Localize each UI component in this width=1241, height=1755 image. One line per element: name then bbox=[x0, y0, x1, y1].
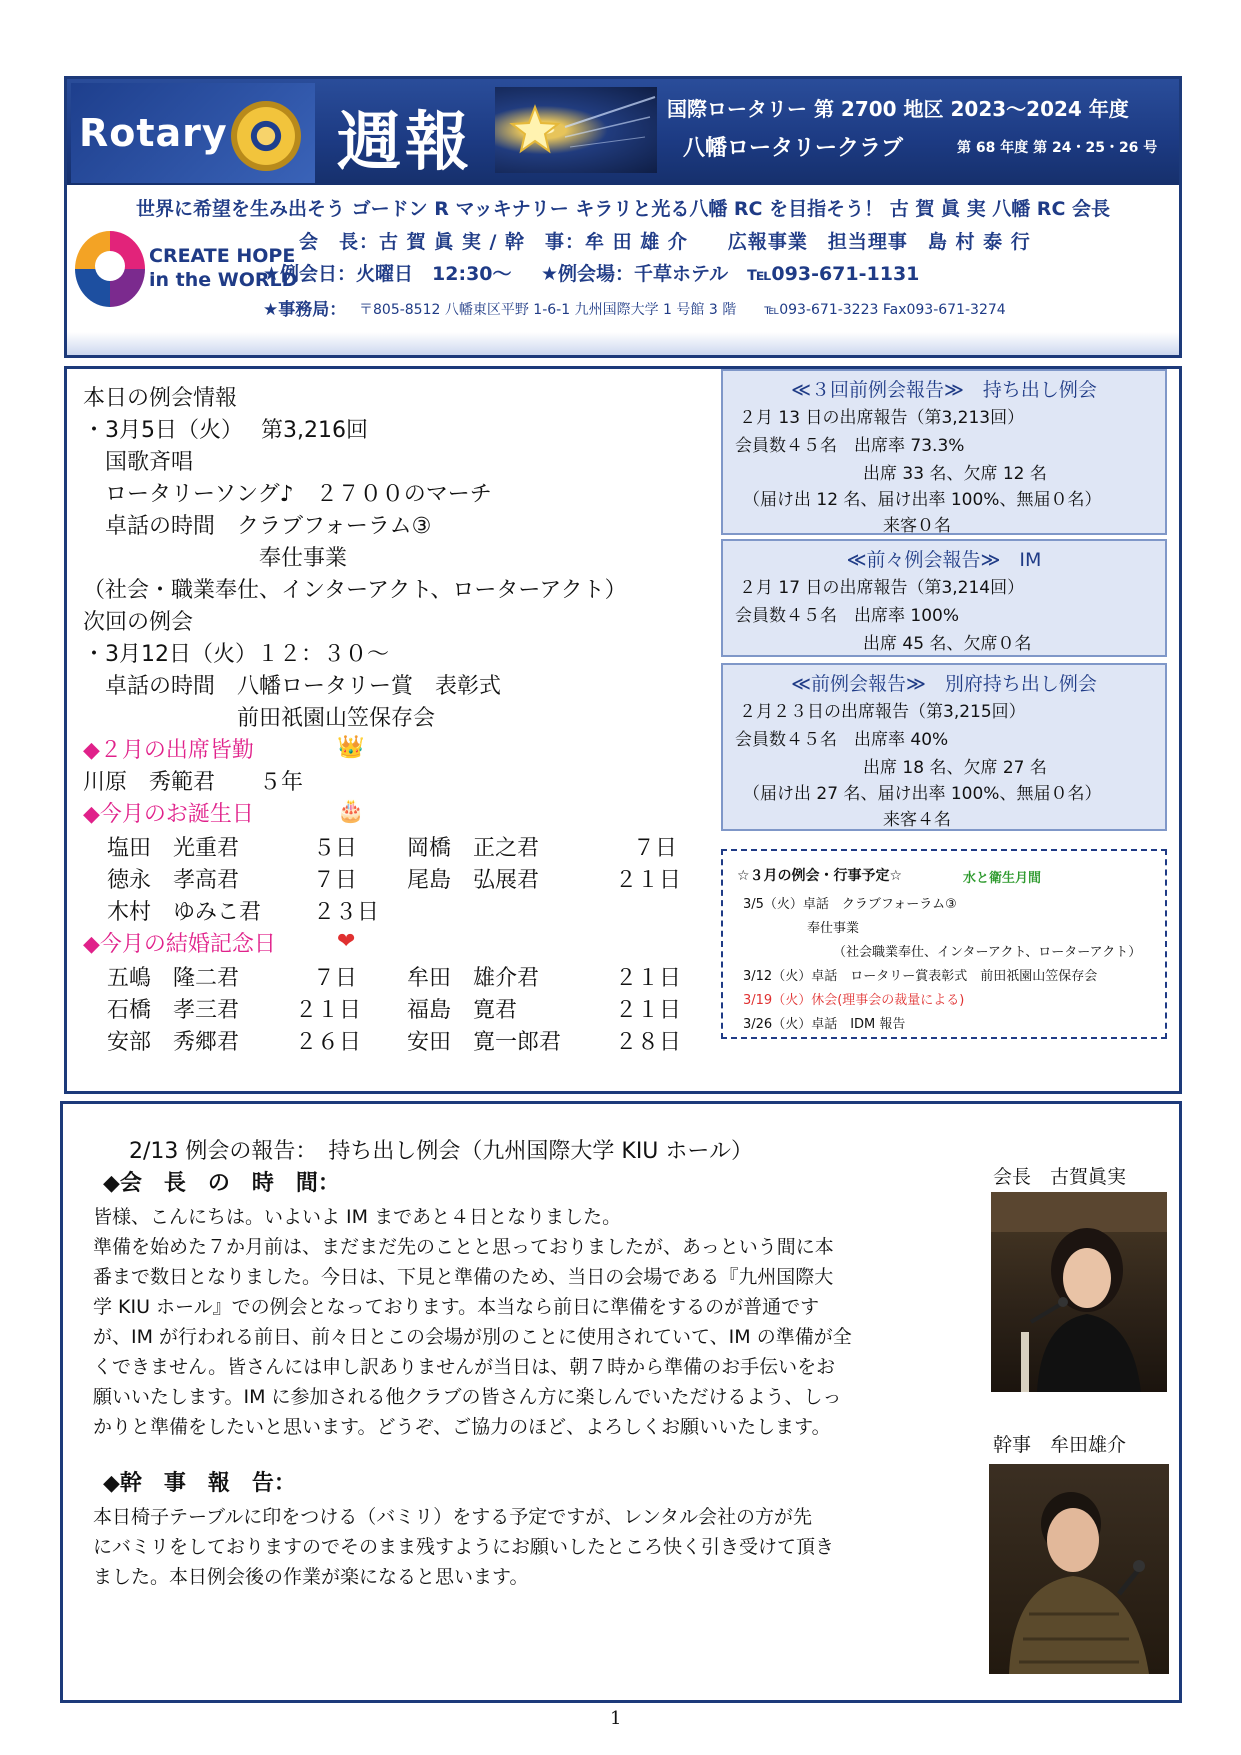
report-line: （届け出 12 名、届け出率 100%、無届０名） bbox=[743, 490, 1102, 510]
next-date: ・3月12日（火）１２：３０〜 bbox=[83, 642, 389, 667]
birthday-day: ７日 bbox=[313, 868, 358, 893]
birthday-name: 徳永 孝高君 bbox=[107, 868, 240, 893]
birthday-name: 木村 ゆみこ君 bbox=[107, 900, 262, 925]
header-banner bbox=[67, 79, 1179, 185]
crown-icon: 👑 bbox=[337, 735, 365, 760]
report-line: 来客４名 bbox=[883, 810, 951, 830]
report-line: 来客０名 bbox=[883, 516, 951, 536]
meeting-place: ★例会場：千草ホテル ℡093-671-1131 bbox=[541, 263, 920, 285]
today-song: ロータリーソング♪ ２７００のマーチ bbox=[83, 482, 492, 507]
president-text-line: 準備を始めた７か月前は、まだまだ先のことと思っておりましたが、あっという間に本 bbox=[93, 1236, 834, 1258]
anniversary-day: ２１日 bbox=[295, 998, 362, 1023]
anniversary-day: ２８日 bbox=[615, 1030, 682, 1055]
in-the-world-text: in the WORLD bbox=[149, 269, 298, 291]
report-line: 会員数４５名 出席率 40% bbox=[735, 730, 949, 750]
secretary-heading: ◆幹 事 報 告： bbox=[103, 1471, 296, 1496]
next-talk-guest: 前田祇園山笠保存会 bbox=[83, 706, 436, 731]
district-line: 国際ロータリー 第 2700 地区 2023〜2024 年度 bbox=[667, 97, 1129, 121]
report-line: ２月 17 日の出席報告（第3,214回） bbox=[739, 578, 1025, 598]
page-number: 1 bbox=[610, 1708, 622, 1729]
anniversary-name: 五嶋 隆二君 bbox=[107, 966, 240, 991]
office-label: ★事務局： bbox=[263, 300, 347, 320]
report-box-3-meetings-ago bbox=[721, 369, 1167, 535]
president-text-line: 願いいたします。IM に参加される他クラブの皆さん方に楽しんでいただけるよう、しっ bbox=[93, 1386, 842, 1408]
meeting-report-section bbox=[60, 1101, 1182, 1703]
birthday-day: ２１日 bbox=[615, 868, 682, 893]
anniversary-name: 福島 寛君 bbox=[407, 998, 518, 1023]
secretary-text-line: にバミリをしておりますのでそのまま残すようにお願いしたところ快く引き受けて頂き bbox=[93, 1536, 835, 1558]
report-line: ２月 13 日の出席報告（第3,213回） bbox=[739, 408, 1025, 428]
issue-number: 第 68 年度 第 24・25・26 号 bbox=[957, 140, 1158, 156]
report-box-last-meeting bbox=[721, 663, 1167, 831]
schedule-item: 3/26（火）卓話 IDM 報告 bbox=[743, 1017, 906, 1032]
anniversary-day: ２１日 bbox=[615, 966, 682, 991]
today-talk: 卓話の時間 クラブフォーラム③ bbox=[83, 514, 432, 539]
birthday-day: ２３日 bbox=[313, 900, 380, 925]
birthday-heading: ◆今月のお誕生日 bbox=[83, 802, 254, 827]
schedule-month-theme: 水と衛生月間 bbox=[963, 871, 1042, 886]
today-anthem: 国歌斉唱 bbox=[83, 450, 194, 475]
birthday-name: 塩田 光重君 bbox=[107, 836, 240, 861]
officers-line: 会 長：古 賀 眞 実 / 幹 事：牟 田 雄 介 広報事業 担当理事 島 村 泰 行 bbox=[299, 231, 1031, 253]
anniversary-name: 安部 秀郷君 bbox=[107, 1030, 240, 1055]
meeting-day: ★例会日：火曜日 12:30〜 bbox=[263, 263, 512, 285]
president-photo bbox=[991, 1192, 1167, 1392]
attendance-award-entry: 川原 秀範君 ５年 bbox=[83, 770, 304, 795]
today-talk-detail: （社会・職業奉仕、インターアクト、ローターアクト） bbox=[83, 578, 627, 603]
report-title: ≪前々例会報告≫ IM bbox=[846, 549, 1042, 571]
attendance-award-heading: ◆２月の出席皆勤 bbox=[83, 738, 254, 763]
header-bottom-band bbox=[67, 332, 1179, 355]
president-text-line: 皆様、こんにちは。いよいよ IM まであと４日となりました。 bbox=[93, 1206, 622, 1228]
march-schedule bbox=[721, 849, 1167, 1039]
newsletter-header bbox=[64, 76, 1182, 358]
anniversary-day: ２６日 bbox=[295, 1030, 362, 1055]
club-name: 八幡ロータリークラブ bbox=[683, 136, 904, 161]
today-talk-topic: 奉仕事業 bbox=[83, 546, 348, 571]
secretary-caption: 幹事 牟田雄介 bbox=[993, 1434, 1127, 1456]
anniversary-day: ７日 bbox=[313, 966, 358, 991]
president-caption: 会長 古賀眞実 bbox=[993, 1166, 1127, 1188]
secretary-text-line: 本日椅子テーブルに印をつける（バミリ）をする予定ですが、レンタル会社の方が先 bbox=[93, 1506, 813, 1528]
secretary-photo bbox=[989, 1464, 1169, 1674]
president-text-line: 学 KIU ホール』での例会となっております。本当なら前日に準備をするのが普通です bbox=[93, 1296, 820, 1318]
meeting-info-section bbox=[64, 366, 1182, 1094]
anniversary-heading: ◆今月の結婚記念日 bbox=[83, 932, 276, 957]
secretary-text-line: ました。本日例会後の作業が楽になると思います。 bbox=[93, 1566, 529, 1588]
office-address: 〒805-8512 八幡東区平野 1-6-1 九州国際大学 1 号館 3 階 ℡093-671-3223 Fax093-671-3274 bbox=[359, 302, 1006, 318]
report-title: ≪前例会報告≫ 別府持ち出し例会 bbox=[791, 673, 1097, 695]
birthday-name: 尾島 弘展君 bbox=[407, 868, 540, 893]
report-line: ２月２３日の出席報告（第3,215回） bbox=[739, 702, 1026, 722]
schedule-item: 3/5（火）卓話 クラブフォーラム③ bbox=[743, 897, 957, 912]
create-hope-text: CREATE HOPE bbox=[149, 245, 296, 267]
report-line: 出席 33 名、欠席 12 名 bbox=[863, 464, 1047, 484]
create-hope-swirl-center bbox=[95, 251, 125, 281]
today-date: ・3月5日（火） 第3,216回 bbox=[83, 418, 368, 443]
heart-icon: ❤ bbox=[337, 929, 356, 954]
report-box-2-meetings-ago bbox=[721, 539, 1167, 657]
newsletter-title: 週報 bbox=[337, 105, 473, 180]
president-text-line: 番まで数日となりました。今日は、下見と準備のため、当日の会場である『九州国際大 bbox=[93, 1266, 834, 1288]
birthday-day: ５日 bbox=[313, 836, 358, 861]
shooting-star-image bbox=[495, 87, 657, 173]
report-line: 出席 18 名、欠席 27 名 bbox=[863, 758, 1047, 778]
birthday-day: ７日 bbox=[633, 836, 678, 861]
report-section-title: 2/13 例会の報告： 持ち出し例会（九州国際大学 KIU ホール） bbox=[129, 1139, 753, 1164]
anniversary-name: 牟田 雄介君 bbox=[407, 966, 540, 991]
report-line: 出席 45 名、欠席０名 bbox=[863, 634, 1032, 654]
today-heading: 本日の例会情報 bbox=[83, 386, 238, 411]
create-hope-logo bbox=[75, 229, 298, 313]
schedule-item: （社会職業奉仕、インターアクト、ローターアクト） bbox=[833, 945, 1142, 960]
schedule-title: ☆３月の例会・行事予定☆ bbox=[737, 868, 903, 884]
president-text-line: くできません。皆さんには申し訳ありませんが当日は、朝７時から準備のお手伝いをお bbox=[93, 1356, 836, 1378]
president-text-line: が、IM が行われる前日、前々日とこの会場が別のことに使用されていて、IM の準備が全 bbox=[93, 1326, 852, 1348]
schedule-item: 奉仕事業 bbox=[807, 921, 860, 936]
rotary-logo-text: Rotary bbox=[79, 111, 228, 155]
rotary-wheel-icon bbox=[231, 101, 301, 171]
report-line: 会員数４５名 出席率 100% bbox=[735, 606, 960, 626]
president-text-line: かりと準備をしたいと思います。どうぞ、ご協力のほど、よろしくお願いいたします。 bbox=[93, 1416, 831, 1438]
president-heading: ◆会 長 の 時 間： bbox=[103, 1171, 340, 1196]
year-theme: 世界に希望を生み出そう ゴードン R マッキナリー キラリと光る八幡 RC を目指そう！ 古 賀 眞 実 八幡 RC 会長 bbox=[135, 198, 1110, 220]
next-heading: 次回の例会 bbox=[83, 610, 194, 635]
next-talk: 卓話の時間 八幡ロータリー賞 表彰式 bbox=[83, 674, 502, 699]
schedule-item-holiday: 3/19（火）休会(理事会の裁量による) bbox=[743, 993, 965, 1008]
cake-icon: 🎂 bbox=[337, 799, 365, 824]
anniversary-day: ２１日 bbox=[615, 998, 682, 1023]
report-line: 会員数４５名 出席率 73.3% bbox=[735, 436, 965, 456]
birthday-name: 岡橋 正之君 bbox=[407, 836, 540, 861]
schedule-item: 3/12（火）卓話 ロータリー賞表彰式 前田祇園山笠保存会 bbox=[743, 969, 1098, 984]
anniversary-name: 石橋 孝三君 bbox=[107, 998, 240, 1023]
report-title: ≪３回前例会報告≫ 持ち出し例会 bbox=[791, 379, 1097, 401]
rotary-logo bbox=[71, 83, 315, 183]
report-line: （届け出 27 名、届け出率 100%、無届０名） bbox=[743, 784, 1102, 804]
anniversary-name: 安田 寛一郎君 bbox=[407, 1030, 562, 1055]
